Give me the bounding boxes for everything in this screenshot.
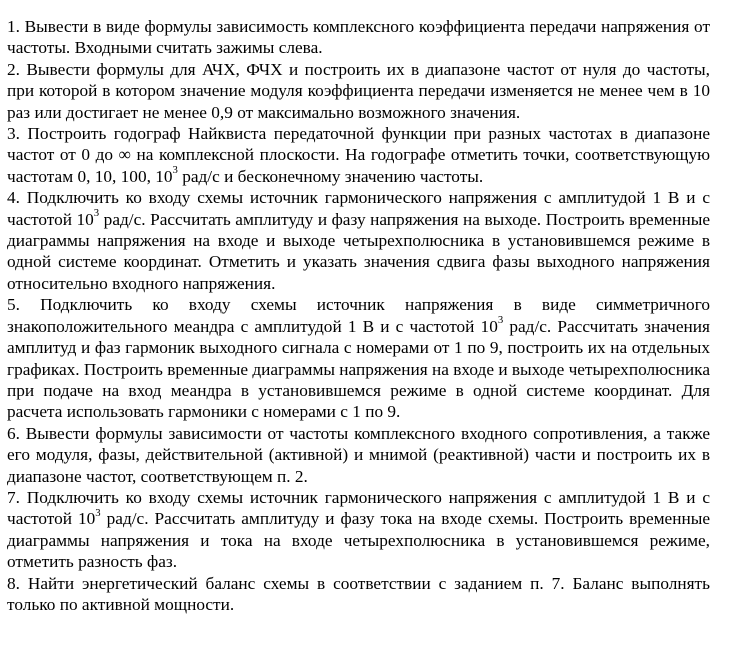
exponent: 3 <box>93 207 100 220</box>
task-text: Подключить ко входу схемы источник гармонического напряжения с амплитудой 1 В и с частотой 10 <box>7 188 710 229</box>
task-text: рад/с и бесконечному значению частоты. <box>177 166 484 186</box>
task-number: 7. <box>7 487 20 507</box>
task-text: рад/с. Рассчитать амплитуду и фазу тока на входе схемы. Построить временные диаграммы напряжения и тока на входе четырехполюсника в установившемся режиме, отметить разность фаз. <box>7 509 710 572</box>
task-item-5 <box>7 294 710 422</box>
exponent: 3 <box>172 164 178 177</box>
task-text: Вывести в виде формулы зависимость комплексного коэффициента передачи напряжения от частоты. Входными считать зажимы слева. <box>7 17 710 58</box>
task-text: Вывести формулы для АЧХ, ФЧХ и построить их в диапазоне частот от нуля до частоты, при которой в котором значение модуля коэффициента передачи изменяется не менее чем в 10 раз или достигает не менее 0,9 от максимально возможного значения. <box>7 59 710 122</box>
task-list <box>7 16 710 615</box>
task-number: 3. <box>7 124 20 144</box>
task-item-8 <box>7 573 710 616</box>
task-item-3 <box>7 123 710 187</box>
task-text: Подключить ко входу схемы источник гармонического напряжения с амплитудой 1 В и с частотой 10 <box>7 487 710 529</box>
task-text: Построить годограф Найквиста передаточной функции при разных частотах в диапазоне частот от 0 до ∞ на комплексной плоскости. На годографе отметить точки, соответствующую частотам 0, 10, 100, 10 <box>7 124 710 186</box>
task-text: рад/с. Рассчитать амплитуду и фазу напряжения на выходе. Построить временные диаграммы напряжения на входе и выходе четырехполюсника в установившемся режиме в одной системе координат. Отметить и указать значения сдвига фазы выходного напряжения относительно входного напряжения. <box>7 209 710 293</box>
task-text: Вывести формулы зависимости от частоты комплексного входного сопротивления, а также его модуля, фазы, действительной (активной) и мнимой (реактивной) части и построить их в диапазоне частот, соответствующем п. 2. <box>7 423 710 486</box>
task-text: Подключить ко входу схемы источник напряжения в виде симметричного знакоположительного меандра с амплитудой 1 В и с частотой 10 <box>7 295 710 336</box>
task-item-7 <box>7 487 710 573</box>
task-number: 1. <box>7 17 20 36</box>
task-number: 2. <box>7 59 20 79</box>
task-item-1 <box>7 16 710 59</box>
task-number: 4. <box>7 188 20 208</box>
task-item-4 <box>7 187 710 294</box>
exponent: 3 <box>497 314 504 327</box>
task-number: 5. <box>7 295 20 315</box>
task-item-6 <box>7 423 710 487</box>
exponent: 3 <box>95 506 101 519</box>
task-text: Найти энергетический баланс схемы в соответствии с заданием п. 7. Баланс выполнять только по активной мощности. <box>7 573 710 614</box>
task-text: рад/с. Рассчитать значения амплитуд и фаз гармоник выходного сигнала с номерами от 1 по 9, построить их на отдельных графиках. Построить временные диаграммы напряжения на входе и выходе четырехполюсника при подаче на вход меандра в установившемся режиме в одной системе координат. Для расчета использовать гармоники с номерами с 1 по 9. <box>7 316 710 422</box>
task-item-2 <box>7 59 710 123</box>
task-number: 8. <box>7 573 20 593</box>
task-number: 6. <box>7 423 20 443</box>
